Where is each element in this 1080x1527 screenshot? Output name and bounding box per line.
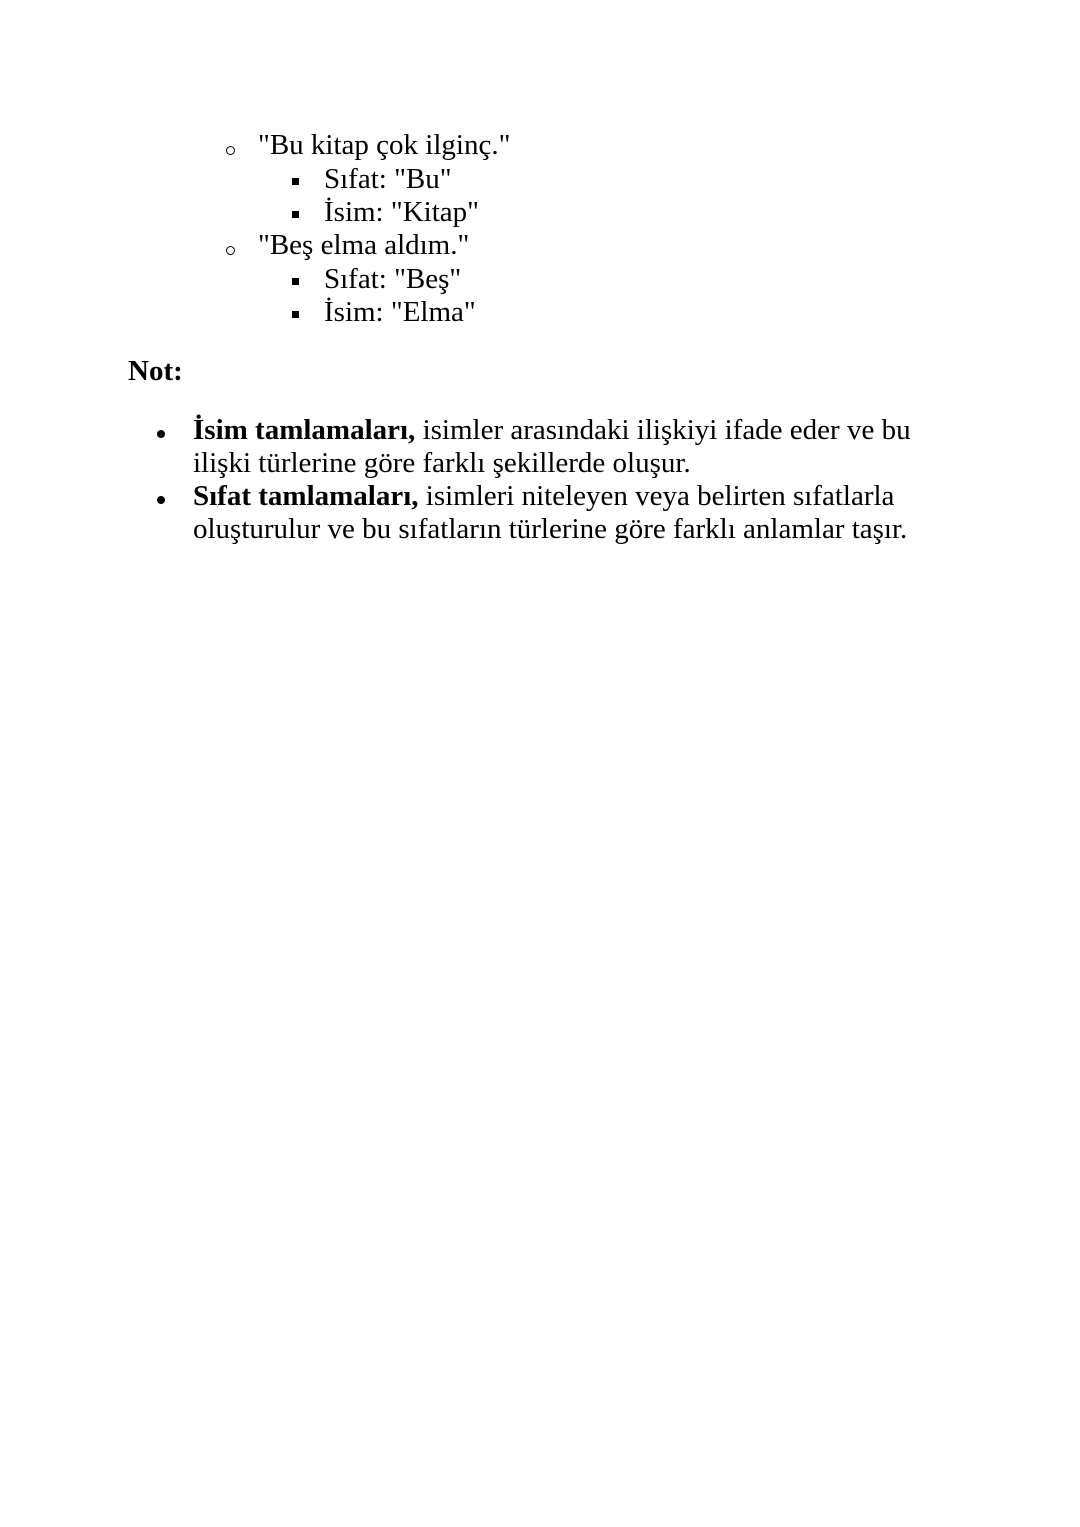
square-bullet-icon [292,178,299,185]
note-point-bold: Sıfat tamlamaları, [193,480,419,512]
disc-bullet-icon [157,496,165,504]
note-point-text: isimleri niteleyen veya belirten sıfatlarla [418,480,895,512]
example-item: İsim: "Elma" [324,296,476,328]
disc-bullet-icon [157,430,165,438]
square-bullet-icon [292,278,299,285]
note-point-line: oluşturulur ve bu sıfatların türlerine göre farklı anlamlar taşır. [193,513,908,545]
example-item: Sıfat: "Bu" [324,163,452,195]
circle-bullet-icon [226,146,235,155]
circle-bullet-icon [226,246,235,255]
example-item: İsim: "Kitap" [324,196,479,228]
square-bullet-icon [292,311,299,318]
note-point-line [193,480,894,513]
note-point-line [193,414,911,447]
note-heading: Not: [128,355,183,387]
example-item: Sıfat: "Beş" [324,263,462,295]
example-sentence: "Beş elma aldım." [258,229,470,261]
square-bullet-icon [292,211,299,218]
note-point-text: isimler arasındaki ilişkiyi ifade eder ve bu [415,414,911,446]
example-sentence: "Bu kitap çok ilginç." [258,129,511,161]
note-point-bold: İsim tamlamaları, [193,414,416,446]
note-point-line: ilişki türlerine göre farklı şekillerde oluşur. [193,447,691,479]
